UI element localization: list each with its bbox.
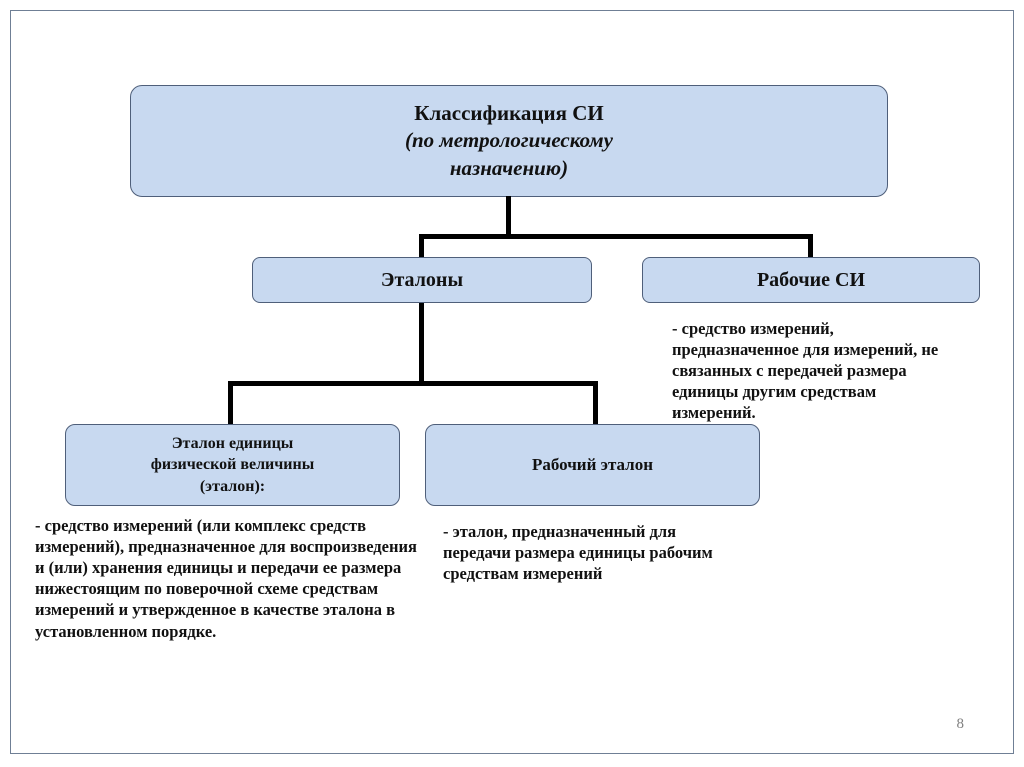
node-classification-subtitle: (по метрологическому назначению) xyxy=(404,128,613,180)
node-classification-text xyxy=(364,100,654,182)
connector-etalony-stem xyxy=(419,303,424,386)
connector-to-rabochie-si xyxy=(808,234,813,258)
node-rabochiy-etalon xyxy=(425,424,760,506)
note-rabochie-si: - средство измерений, предназначенное для измерений, не связанных с передачей размера единицы другим средствам измерений. xyxy=(672,319,939,423)
connector-level3-crossbar xyxy=(228,381,598,386)
connector-to-rabochiy-etalon xyxy=(593,381,598,425)
connector-to-etalony xyxy=(419,234,424,258)
node-rabochie-si xyxy=(642,257,980,303)
connector-level2-crossbar xyxy=(419,234,813,239)
node-etalony xyxy=(252,257,592,303)
node-rabochie-si-label: Рабочие СИ xyxy=(756,268,866,291)
note-etalon-edinicy: - средство измерений (или комплекс средств измерений), предназначенное для воспроизведения и (или) хранения единицы и передачи ее размера нижестоящим по поверочной схеме средствам измерений и утвержденное в качестве эталона в установленном порядке. xyxy=(35,516,417,641)
page-number: 8 xyxy=(956,716,964,732)
node-rabochiy-etalon-label: Рабочий эталон xyxy=(531,455,654,474)
node-etalony-label: Эталоны xyxy=(380,268,464,291)
note-rabochiy-etalon: - эталон, предназначенный для передачи размера единицы рабочим средствам измерений xyxy=(443,522,713,584)
connector-to-etalon-edinicy xyxy=(228,381,233,425)
node-etalon-edinicy xyxy=(65,424,400,506)
connector-root-stem xyxy=(506,196,511,239)
node-classification xyxy=(130,85,888,197)
node-etalon-edinicy-label: Эталон единицы физической величины (эталон): xyxy=(150,434,315,495)
node-classification-title: Классификация СИ xyxy=(414,101,604,126)
